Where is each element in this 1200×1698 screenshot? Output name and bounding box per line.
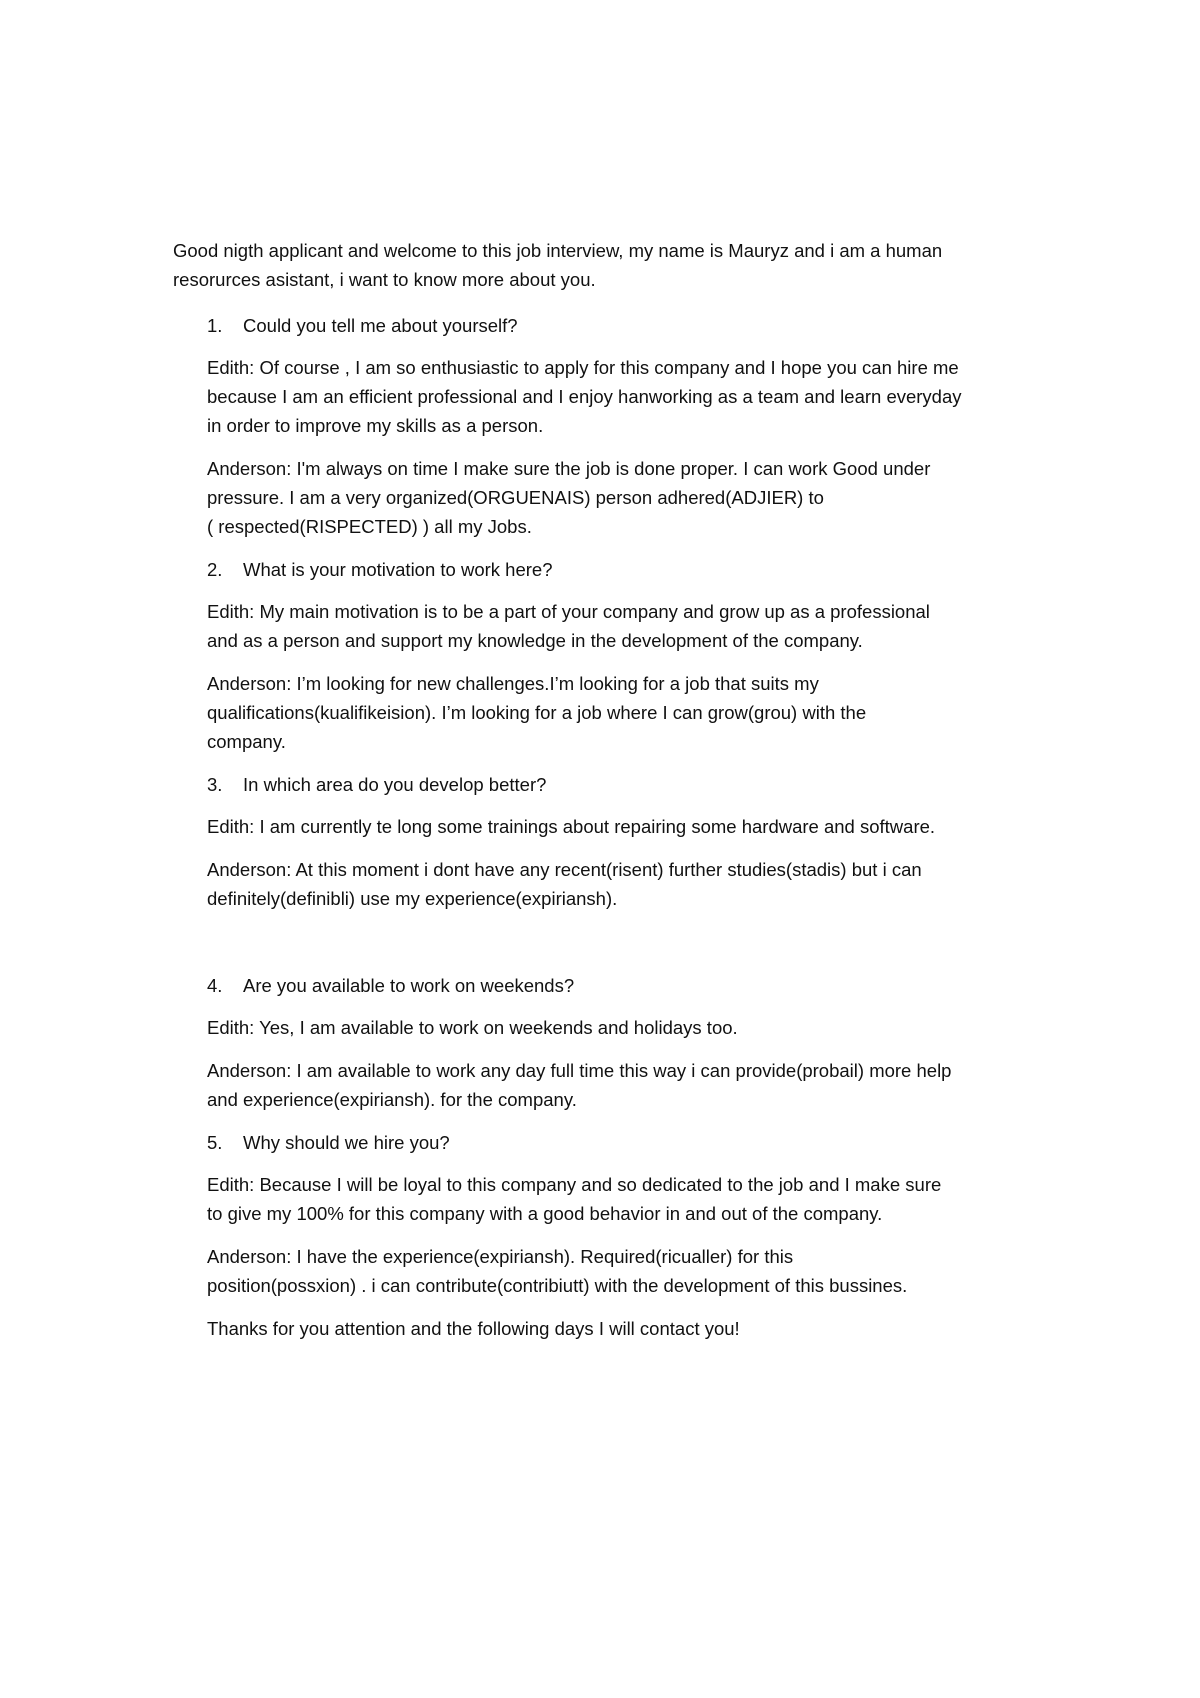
answer-line: definitely(definibli) use my experience(expiriansh).	[207, 888, 618, 909]
question-text: Could you tell me about yourself?	[243, 315, 518, 336]
answer-line: Edith: I am currently te long some trainings about repairing some hardware and software.	[207, 816, 936, 837]
closing-line: Thanks for you attention and the following days I will contact you!	[207, 1318, 740, 1339]
answer-line: qualifications(kualifikeision). I’m looking for a job where I can grow(grou) with the	[207, 702, 867, 723]
answer-line: and as a person and support my knowledge in the development of the company.	[207, 630, 863, 651]
answer-edith-3	[207, 812, 1043, 841]
question-4	[173, 971, 1053, 1000]
answer-line: Edith: Of course , I am so enthusiastic to apply for this company and I hope you can hire me	[207, 357, 959, 378]
answer-line: to give my 100% for this company with a good behavior in and out of the company.	[207, 1203, 883, 1224]
answer-line: Anderson: I’m looking for new challenges.I’m looking for a job that suits my	[207, 673, 819, 694]
answer-line: Anderson: At this moment i dont have any recent(risent) further studies(stadis) but i can	[207, 859, 922, 880]
answer-anderson-3	[207, 855, 1043, 913]
question-number: 4.	[207, 975, 223, 996]
answer-line: Edith: My main motivation is to be a part of your company and grow up as a professional	[207, 601, 930, 622]
answer-line: Anderson: I am available to work any day full time this way i can provide(probail) more help	[207, 1060, 952, 1081]
answer-line: because I am an efficient professional and I enjoy hanworking as a team and learn everyday	[207, 386, 962, 407]
answer-edith-5	[207, 1170, 1043, 1228]
question-5	[173, 1128, 1053, 1157]
answer-line: Anderson: I'm always on time I make sure the job is done proper. I can work Good under	[207, 458, 931, 479]
answer-anderson-5	[207, 1242, 1043, 1300]
question-text: In which area do you develop better?	[243, 774, 547, 795]
answer-line: ( respected(RISPECTED) ) all my Jobs.	[207, 516, 532, 537]
question-text: Why should we hire you?	[243, 1132, 450, 1153]
question-text: What is your motivation to work here?	[243, 559, 553, 580]
question-text: Are you available to work on weekends?	[243, 975, 575, 996]
intro-line: resorurces asistant, i want to know more about you.	[173, 269, 596, 290]
blank-line	[173, 927, 1053, 971]
question-3	[173, 770, 1053, 799]
answer-line: Edith: Yes, I am available to work on weekends and holidays too.	[207, 1017, 738, 1038]
answer-line: in order to improve my skills as a person.	[207, 415, 544, 436]
answer-line: pressure. I am a very organized(ORGUENAIS) person adhered(ADJIER) to	[207, 487, 824, 508]
answer-line: and experience(expiriansh). for the company.	[207, 1089, 577, 1110]
question-number: 1.	[207, 315, 223, 336]
answer-edith-2	[207, 597, 1043, 655]
answer-line: Edith: Because I will be loyal to this company and so dedicated to the job and I make sure	[207, 1174, 942, 1195]
answer-edith-1	[207, 353, 1043, 440]
answer-anderson-2	[207, 669, 1043, 756]
answer-line: Anderson: I have the experience(expiriansh). Required(ricualler) for this	[207, 1246, 794, 1267]
answer-line: company.	[207, 731, 286, 752]
question-number: 5.	[207, 1132, 223, 1153]
question-number: 3.	[207, 774, 223, 795]
answer-anderson-4	[207, 1056, 1043, 1114]
document-body	[173, 236, 1053, 1357]
closing-paragraph	[207, 1314, 1043, 1343]
intro-line: Good nigth applicant and welcome to this job interview, my name is Mauryz and i am a human	[173, 240, 943, 261]
answer-line: position(possxion) . i can contribute(contribiutt) with the development of this bussines.	[207, 1275, 908, 1296]
intro-paragraph	[173, 236, 1033, 294]
answer-edith-4	[207, 1013, 1043, 1042]
answer-anderson-1	[207, 454, 1043, 541]
question-2	[173, 555, 1053, 584]
question-number: 2.	[207, 559, 223, 580]
question-1	[173, 311, 1053, 340]
